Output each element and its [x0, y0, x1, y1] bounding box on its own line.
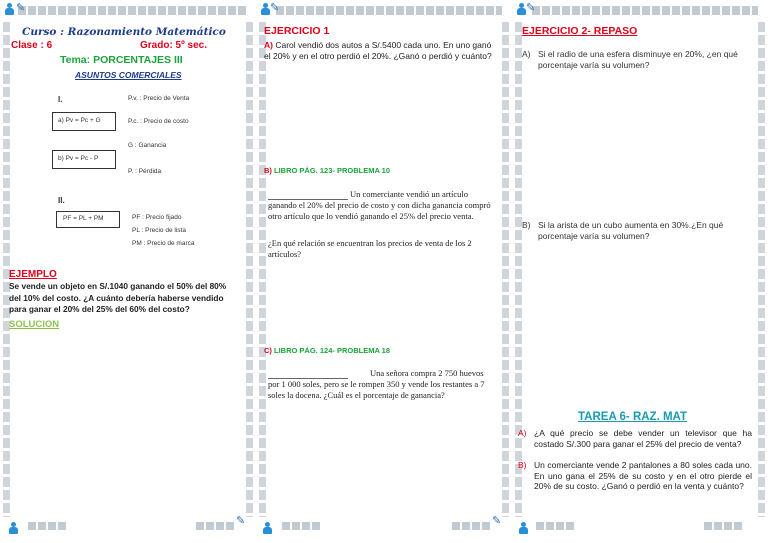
def-pf: PF : Precio fijado — [132, 214, 182, 221]
person-icon — [8, 522, 18, 534]
page-middle — [256, 0, 512, 543]
page-left — [0, 0, 256, 543]
tarea-a-text: ¿A qué precio se debe vender un televisor que ha costado S/.300 para ganar el 25% del precio de venta? — [534, 428, 752, 449]
problem-c-line1: Una señora compra 2 750 huevos — [370, 368, 484, 378]
top-border — [532, 6, 758, 15]
ejemplo-text: Se vende un objeto en S/.1040 ganando el 50% del 80% del 10% del costo. ¿A cuánto debería haberse vendido para ganar el 20% del 25% del 60% del costo? — [9, 281, 227, 315]
section-one: I. — [58, 95, 63, 104]
clase-label: Clase : 6 — [11, 40, 53, 51]
formula-a: a) Pv = Pc + G — [58, 117, 101, 124]
tema-title: Tema: PORCENTAJES III — [60, 54, 183, 66]
top-border — [18, 6, 246, 15]
course-title: Curso : Razonamiento Matemático — [22, 26, 226, 38]
bottom-border — [536, 522, 576, 530]
option-letter: C) — [264, 346, 272, 355]
ejercicio1-title: EJERCICIO 1 — [264, 25, 330, 37]
problem-b-text: ganando el 20% del precio de costo y con dicha ganancia compró otro artículo que lo vendió ganando el 25% del precio venta. — [268, 200, 491, 221]
tarea-b-text: Un comerciante vende 2 pantalones a 80 soles cada uno. En uno gana el 25% de su costo y en el otro pierde el 20% de su costo. ¿Ganó o perdió en la venta y cuánto? — [534, 460, 752, 491]
option-letter: B) — [264, 166, 272, 175]
solucion-title: SOLUCION — [9, 319, 60, 330]
problem-b-header — [264, 166, 390, 175]
brush-icon: ✎ — [526, 2, 536, 14]
option-letter: A) — [518, 428, 527, 438]
option-letter: A) — [522, 49, 531, 59]
brush-icon: ✎ — [492, 515, 502, 527]
option-letter: B) — [522, 220, 531, 230]
ejercicio2-b-text: Si la arista de un cubo aumenta en 30%.¿En qué porcentaje varía su volumen? — [538, 220, 724, 241]
bottom-border — [452, 522, 492, 530]
person-icon — [260, 3, 270, 15]
problem-b-question: ¿En qué relación se encuentran los precios de venta de los 2 artículos? — [268, 238, 472, 259]
right-border — [246, 22, 253, 517]
option-letter: B) — [518, 460, 527, 470]
def-pl: PL : Precio de lista — [132, 227, 186, 234]
ejercicio1-a-text: Carol vendió dos autos a S/.5400 cada uno. En uno ganó el 20% y en el otro perdió el 20%. ¿Ganó o perdió y cuánto? — [264, 40, 492, 61]
top-border — [276, 6, 502, 15]
brush-icon: ✎ — [236, 515, 246, 527]
left-border — [515, 22, 522, 517]
ejercicio2-a-text: Si el radio de una esfera disminuye en 20%, ¿en qué porcentaje varía su volumen? — [538, 49, 738, 70]
ejercicio1-a — [264, 40, 496, 62]
def-g: G : Ganancia — [128, 142, 167, 149]
page-right — [512, 0, 768, 543]
def-pm: PM : Precio de marca — [132, 240, 195, 247]
problem-b-line1: Un comerciante vendió un artículo — [350, 189, 469, 199]
bottom-border — [196, 522, 236, 530]
formula-c: PF = PL + PM — [63, 215, 104, 222]
bottom-border — [28, 522, 68, 530]
person-icon — [4, 3, 14, 15]
def-pc: P.c. : Precio de costo — [128, 118, 189, 125]
right-border — [758, 22, 765, 517]
left-border — [259, 22, 266, 517]
ejemplo-title: EJEMPLO — [9, 269, 57, 280]
def-pv: P.v. : Precio de Venta — [128, 95, 190, 102]
person-icon — [262, 522, 272, 534]
problem-c-header — [264, 346, 390, 355]
def-p: P. : Pérdida — [128, 168, 162, 175]
bottom-border — [282, 522, 322, 530]
section-two: II. — [58, 196, 65, 205]
ejercicio2-title: EJERCICIO 2- REPASO — [522, 25, 638, 37]
bottom-border — [704, 522, 744, 530]
brush-icon: ✎ — [16, 2, 26, 14]
person-icon — [516, 3, 526, 15]
right-border — [502, 22, 509, 517]
brush-icon: ✎ — [270, 2, 280, 14]
person-icon — [518, 522, 528, 534]
formula-b: b) Pv = Pc - P — [58, 155, 99, 162]
option-letter: A) — [264, 40, 273, 50]
problem-b-title: LIBRO PÁG. 123- PROBLEMA 10 — [274, 166, 391, 175]
problem-c-title: LIBRO PÁG. 124- PROBLEMA 18 — [274, 346, 391, 355]
grado-label: Grado: 5º sec. — [140, 40, 208, 51]
tarea-title: TAREA 6- RAZ. MAT — [578, 411, 688, 423]
problem-c-text: por 1 000 soles, pero se le rompen 350 y vende los restantes a 7 soles la docena. ¿Cuál es el porcentaje de ganancia? — [268, 379, 485, 400]
subtema-title: ASUNTOS COMERCIALES — [75, 70, 182, 80]
